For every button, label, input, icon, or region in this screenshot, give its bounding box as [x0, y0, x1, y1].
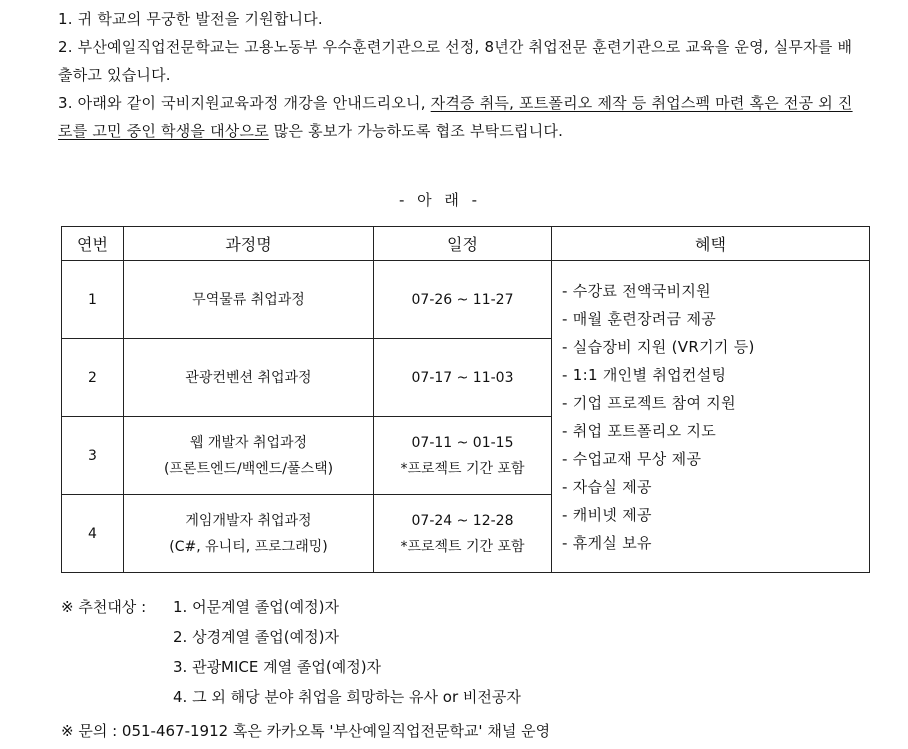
course-name: 관광컨벤션 취업과정: [185, 369, 312, 386]
schedule-note: *프로젝트 기간 포함: [400, 460, 525, 477]
row-course: [124, 495, 374, 573]
schedule-dates: 07-17 ~ 11-03: [411, 369, 514, 386]
recommendation-item: 1. 어문계열 졸업(예정)자: [173, 598, 339, 616]
row-no: 3: [62, 417, 124, 495]
table-row: [62, 261, 870, 339]
benefit-item: - 휴게실 보유: [562, 533, 652, 552]
header-benefit: 혜택: [552, 227, 870, 261]
schedule-dates: 07-24 ~ 12-28: [411, 512, 514, 529]
row-schedule: [374, 495, 552, 573]
row-no: 2: [62, 339, 124, 417]
benefit-item: - 취업 포트폴리오 지도: [562, 421, 717, 440]
row-course: [124, 261, 374, 339]
course-name: 무역물류 취업과정: [192, 291, 305, 308]
benefit-item: - 자습실 제공: [562, 477, 652, 496]
course-detail: (C#, 유니티, 프로그래밍): [169, 538, 328, 555]
benefit-item: - 수업교재 무상 제공: [562, 449, 702, 468]
recommendation-item: 3. 관광MICE 계열 졸업(예정)자: [173, 658, 382, 676]
recommendation-block: [61, 592, 521, 712]
header-course: 과정명: [124, 227, 374, 261]
schedule-note: *프로젝트 기간 포함: [400, 538, 525, 555]
header-no: 연번: [62, 227, 124, 261]
intro-paragraph-3: [58, 89, 858, 145]
recommendation-item: 2. 상경계열 졸업(예정)자: [173, 628, 339, 646]
intro-paragraph-3-tail: 많은 홍보가 가능하도록 협조 부탁드립니다.: [268, 122, 564, 140]
intro-paragraph-3-lead: 3. 아래와 같이 국비지원교육과정 개강을 안내드리오니,: [58, 94, 431, 112]
benefit-item: - 수강료 전액국비지원: [562, 281, 711, 300]
course-detail: (프론트엔드/백엔드/풀스택): [163, 460, 334, 477]
intro-paragraph-1: 1. 귀 학교의 무궁한 발전을 기원합니다.: [58, 10, 323, 28]
table-header-row: [62, 227, 870, 261]
course-schedule-table: [61, 226, 870, 573]
benefits-cell: [552, 261, 870, 573]
benefit-item: - 기업 프로젝트 참여 지원: [562, 393, 736, 412]
row-course: [124, 417, 374, 495]
schedule-dates: 07-11 ~ 01-15: [411, 434, 514, 451]
section-heading: - 아 래 -: [398, 191, 482, 209]
recommendation-item: 4. 그 외 해당 분야 취업을 희망하는 유사 or 비전공자: [173, 688, 521, 706]
contact-info: ※ 문의 : 051-467-1912 혹은 카카오톡 '부산예일직업전문학교' 채널 운영: [61, 722, 551, 740]
benefit-item: - 캐비넷 제공: [562, 505, 652, 524]
header-schedule: 일정: [374, 227, 552, 261]
row-schedule: [374, 261, 552, 339]
intro-paragraph-3-underlined: 자격증 취득, 포트폴리오 제작 등 취업스펙 마련 혹은 전공 외 진로를 고민 중인 학생을 대상으로: [58, 94, 853, 140]
course-name: 게임개발자 취업과정: [185, 512, 312, 529]
schedule-dates: 07-26 ~ 11-27: [411, 291, 514, 308]
row-schedule: [374, 417, 552, 495]
benefit-item: - 1:1 개인별 취업컨설팅: [562, 365, 727, 384]
row-no: 1: [62, 261, 124, 339]
intro-paragraph-2: 2. 부산예일직업전문학교는 고용노동부 우수훈련기관으로 선정, 8년간 취업전문 훈련기관으로 교육을 운영, 실무자를 배출하고 있습니다.: [58, 38, 853, 84]
row-course: [124, 339, 374, 417]
benefit-item: - 실습장비 지원 (VR기기 등): [562, 337, 755, 356]
recommendation-line: [61, 592, 521, 622]
benefit-item: - 매월 훈련장려금 제공: [562, 309, 717, 328]
row-schedule: [374, 339, 552, 417]
recommendation-label: ※ 추천대상 :: [61, 598, 147, 616]
course-name: 웹 개발자 취업과정: [189, 434, 308, 451]
row-no: 4: [62, 495, 124, 573]
